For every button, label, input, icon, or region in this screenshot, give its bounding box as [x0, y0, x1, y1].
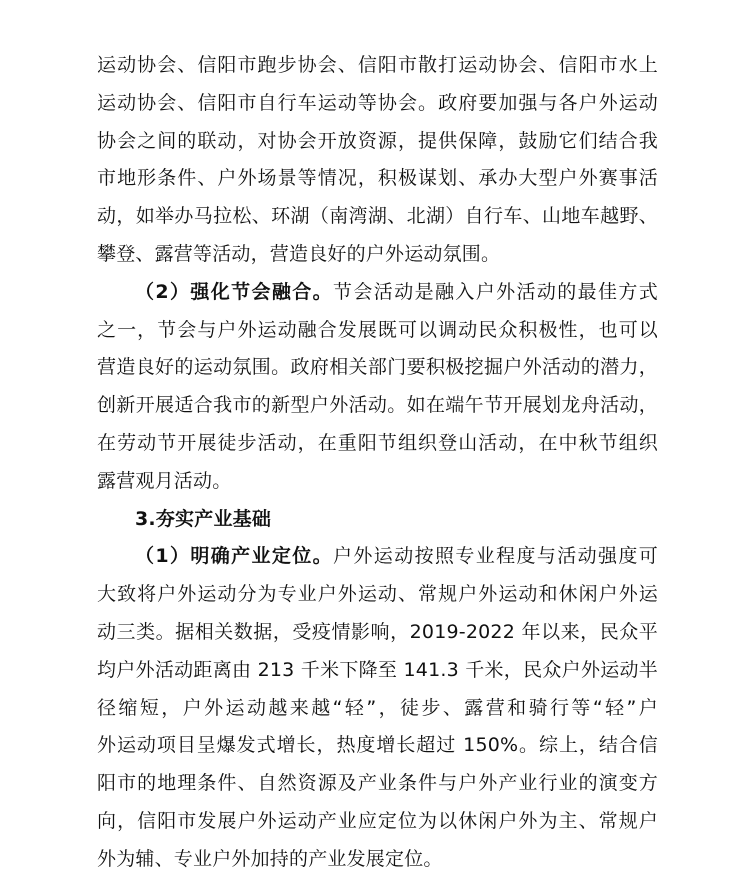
paragraph-line: 径缩短，户外运动越来越“轻”，徒步、露营和骑行等“轻”户 — [97, 696, 658, 719]
paragraph-line: 动三类。据相关数据，受疫情影响，2019-2022 年以来，民众平 — [97, 621, 658, 643]
paragraph-text: 户外运动按照专业程度与活动强度可 — [333, 545, 658, 568]
section-heading: 3.夯实产业基础 — [135, 507, 272, 530]
paragraph-line: 攀登、露营等活动，营造良好的户外运动氛围。 — [97, 243, 501, 265]
paragraph-line: 外为辅、专业户外加持的产业发展定位。 — [97, 847, 443, 870]
paragraph-line: 市地形条件、户外场景等情况，积极谋划、承办大型户外赛事活 — [97, 167, 658, 190]
paragraph-line: 向，信阳市发展户外运动产业应定位为以休闲户外为主、常规户 — [97, 810, 658, 832]
paragraph-first-line — [135, 538, 658, 574]
paragraph-line: 运动协会、信阳市自行车运动等协会。政府要加强与各户外运动 — [97, 91, 658, 114]
paragraph-line: 创新开展适合我市的新型户外活动。如在端午节开展划龙舟活动， — [97, 394, 658, 417]
paragraph-line: 之一，节会与户外运动融合发展既可以调动民众积极性，也可以 — [97, 318, 658, 341]
subheading: （1）明确产业定位。 — [135, 545, 334, 568]
paragraph-line: 外运动项目呈爆发式增长，热度增长超过 150%。综上，结合信 — [97, 734, 658, 757]
paragraph-line: 均户外活动距离由 213 千米下降至 141.3 千米，民众户外运动半 — [97, 658, 658, 681]
paragraph-text: 节会活动是融入户外活动的最佳方式 — [333, 280, 658, 303]
paragraph-line: 动，如举办马拉松、环湖（南湾湖、北湖）自行车、山地车越野、 — [97, 205, 658, 228]
paragraph-line: 在劳动节开展徒步活动，在重阳节组织登山活动，在中秋节组织 — [97, 432, 658, 454]
paragraph-line: 阳市的地理条件、自然资源及产业条件与户外产业行业的演变方 — [97, 772, 658, 795]
paragraph-line: 营造良好的运动氛围。政府相关部门要积极挖掘户外活动的潜力， — [97, 356, 658, 379]
paragraph-line: 露营观月活动。 — [97, 469, 232, 492]
paragraph-line: 大致将户外运动分为专业户外运动、常规户外运动和休闲户外运 — [97, 583, 658, 606]
paragraph-line: 协会之间的联动，对协会开放资源，提供保障，鼓励它们结合我 — [97, 129, 658, 152]
paragraph-line: 运动协会、信阳市跑步协会、信阳市散打运动协会、信阳市水上 — [97, 54, 658, 76]
paragraph-first-line — [135, 274, 658, 310]
subheading: （2）强化节会融合。 — [135, 280, 334, 303]
